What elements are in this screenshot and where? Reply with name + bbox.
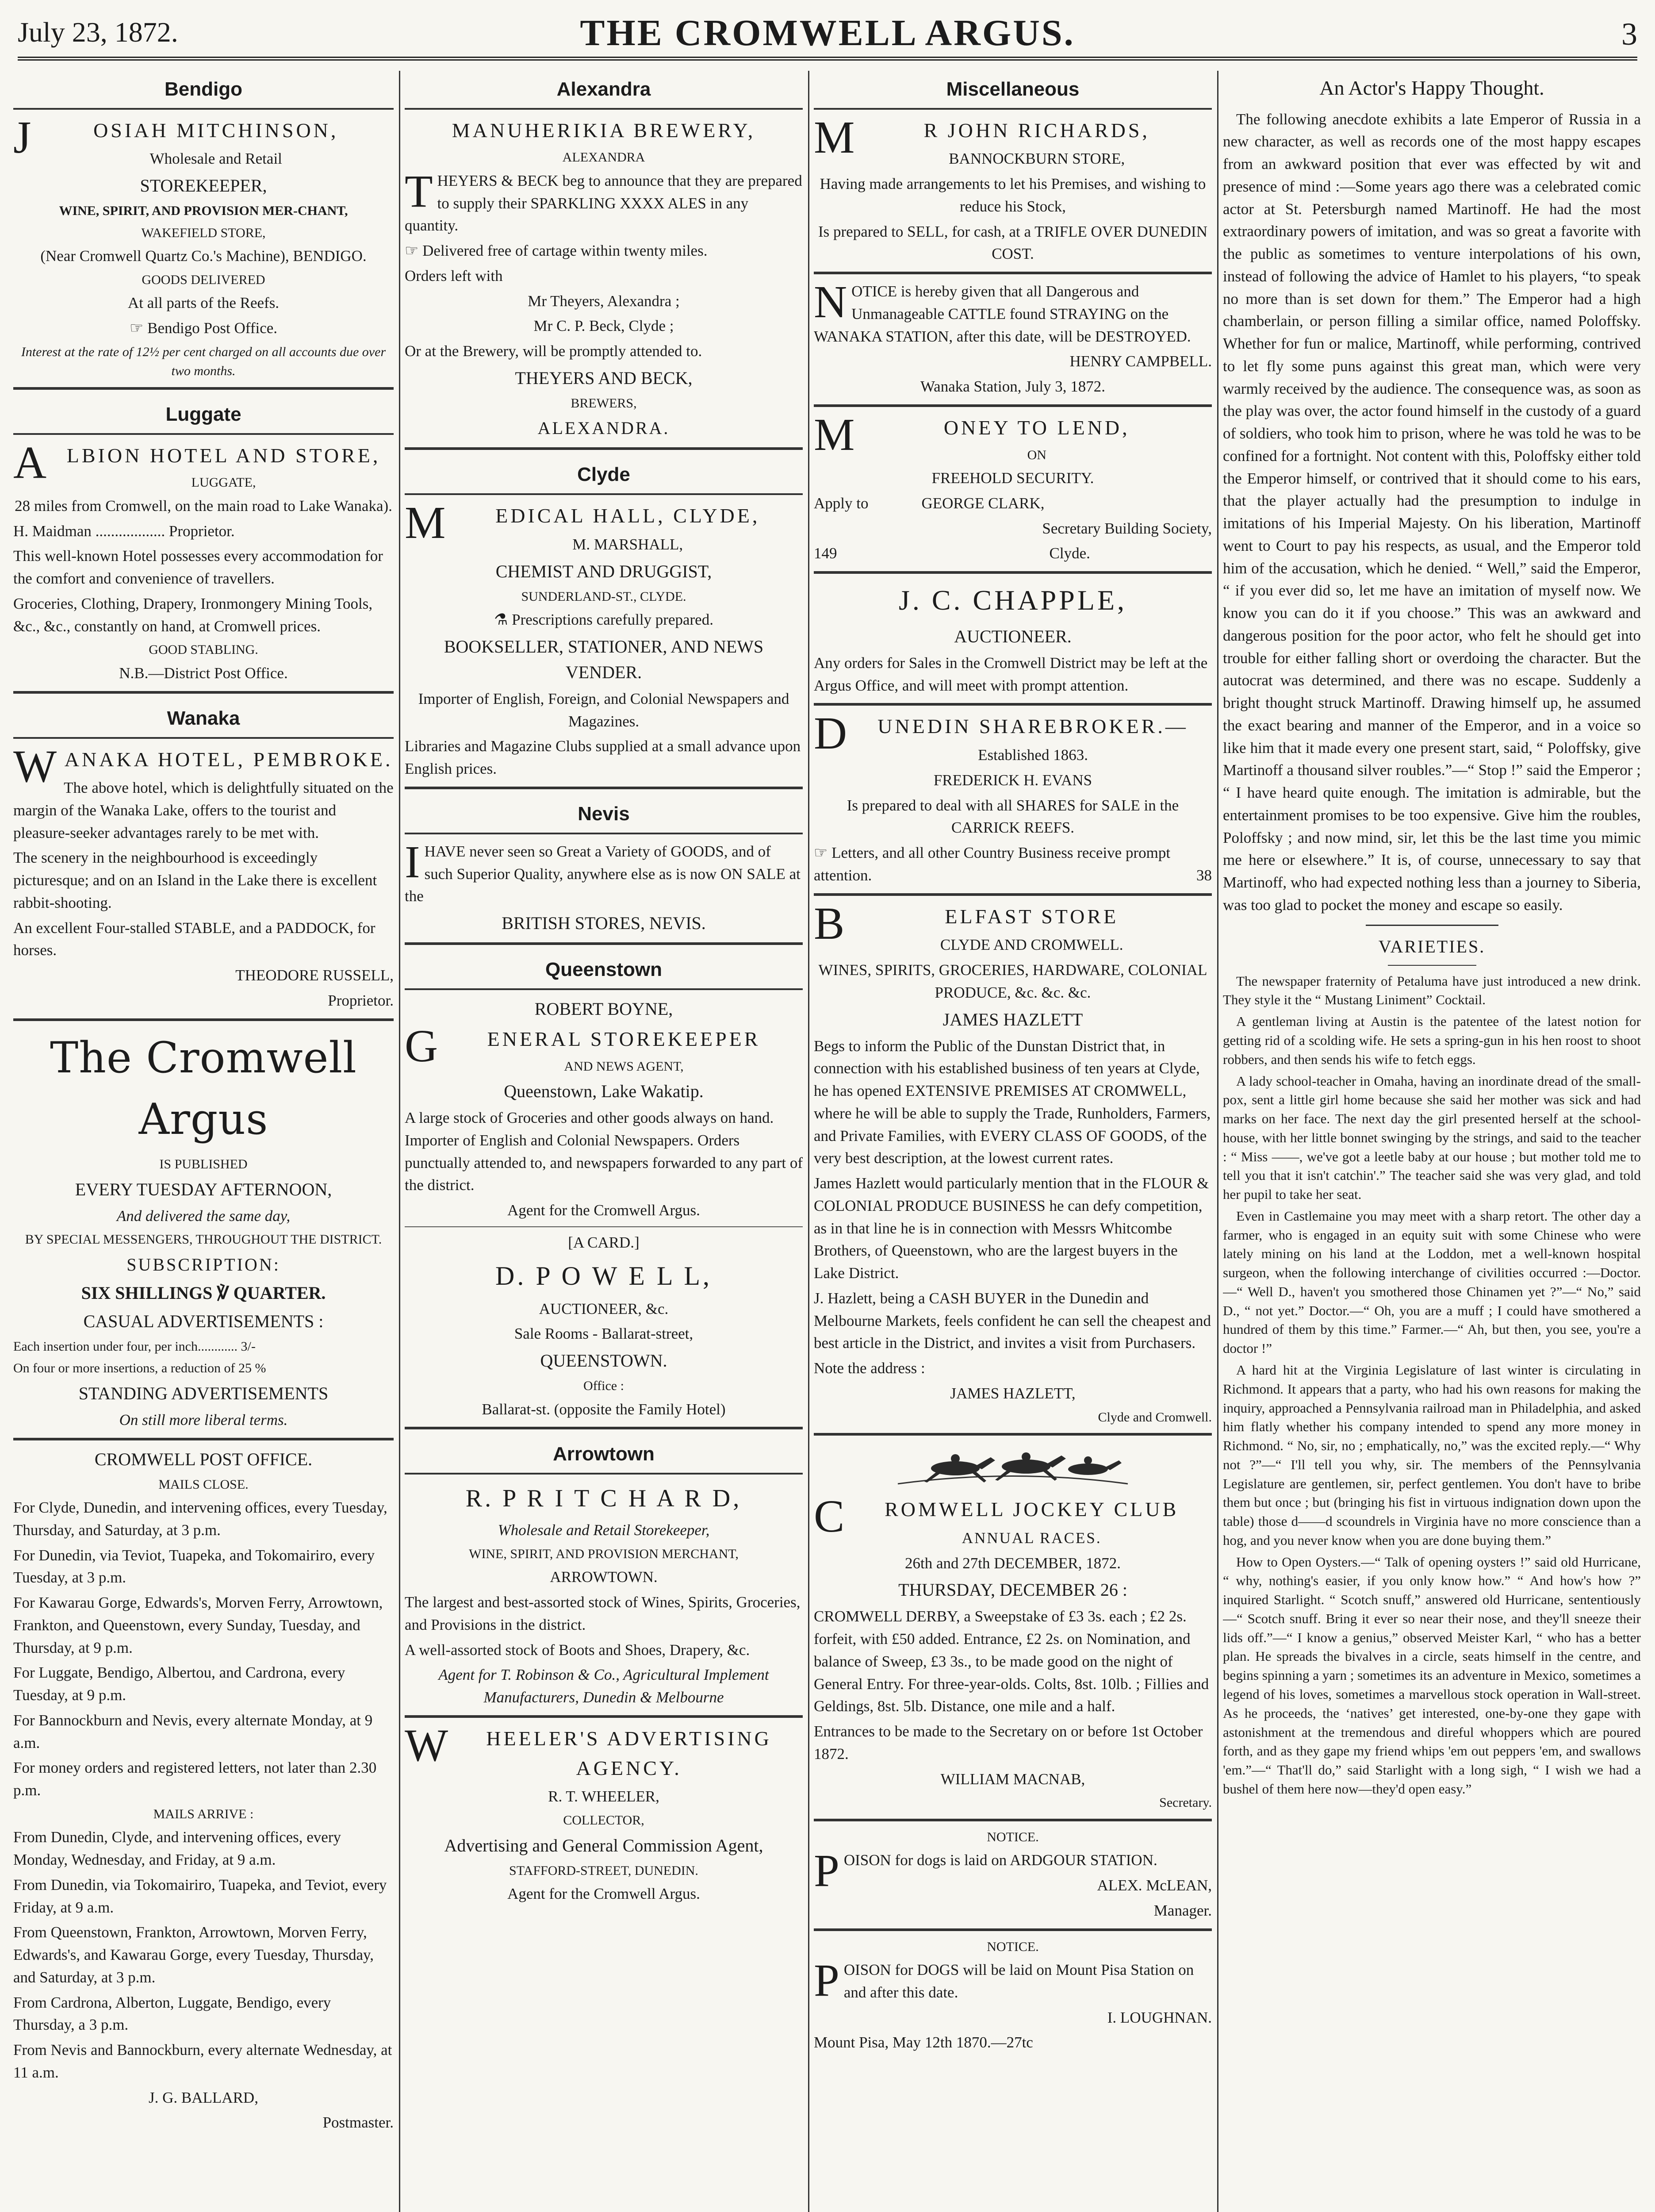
ad-wheeler: [405, 1720, 803, 1905]
ad-line: The largest and best-assorted stock of Wines, Spirits, Groceries, and Provisions in the district.: [405, 1594, 801, 1633]
pointing-hand-icon: ☞: [129, 319, 144, 337]
ad-line: OISON for dogs is laid on ARDGOUR STATION.: [843, 1851, 1157, 1869]
ad-line: Mr C. P. Beck, Clyde ;: [533, 317, 674, 335]
ad-name: ONEY TO LEND,: [943, 416, 1130, 439]
ad-line: Note the address :: [814, 1359, 925, 1377]
ad-line: ROBERT BOYNE,: [534, 998, 673, 1019]
ad-line: CASUAL ADVERTISEMENTS :: [83, 1311, 324, 1331]
ad-line: BANNOCKBURN STORE,: [949, 150, 1125, 168]
column-4: [1223, 71, 1641, 2212]
ad-line: Each insertion under four, per inch............ 3/-: [13, 1339, 256, 1354]
ad-money-to-lend: [814, 409, 1212, 565]
ad-name: UNEDIN SHAREBROKER.—: [877, 715, 1188, 738]
ad-name: HEELER'S ADVERTISING AGENCY.: [486, 1727, 772, 1779]
ad-line: Having made arrangements to let his Premises, and wishing to reduce his Stock,: [820, 175, 1206, 215]
ad-queenstown: [405, 951, 803, 1421]
ad-line: Delivered free of cartage within twenty miles.: [422, 242, 708, 260]
ad-line: IS PUBLISHED: [159, 1157, 248, 1172]
ad-line: Ballarat-st. (opposite the Family Hotel): [482, 1400, 726, 1418]
column-divider: [1217, 71, 1218, 2212]
ad-wanaka: [13, 700, 394, 1012]
drop-cap: J: [13, 111, 34, 163]
ad-line: WINE, SPIRIT, AND PROVISION MERCHANT,: [469, 1546, 739, 1561]
mail-schedule-item: From Cardrona, Alberton, Luggate, Bendigo, every Thursday, a 3 p.m.: [13, 1993, 331, 2034]
mail-schedule-item: For Kawarau Gorge, Edwards's, Morven Ferry, Arrowtown, Frankton, and Queenstown, every Sunday, Tuesday, and Thursday, at 9 p.m.: [13, 1594, 383, 1656]
drop-cap: C: [814, 1491, 847, 1542]
ad-line: Wholesale and Retail: [149, 150, 282, 168]
ad-name: EDICAL HALL, CLYDE,: [495, 504, 760, 527]
ad-line: Groceries, Clothing, Drapery, Ironmongery Mining Tools, &c., &c., constantly on hand, at Cromwell prices.: [13, 595, 373, 635]
ad-line: EVERY TUESDAY AFTERNOON,: [75, 1179, 332, 1199]
variety-item: A hard hit at the Virginia Legislature of last winter is circulating in Richmond. It appears that a party, who had his own reasons for making the inquiry, approached a Pennsylvania railroad man in Philadelphia, and asked him flatly whether his company intended to spend any more money in Richmond. “ No, sir, no ; emphatically, no,” was the excited reply.—“ Why not ?”—“ I'll tell you why, sir. The members of the Pennsylvania Legislature are gentlemen, sir, perfect gentlemen. You don't have to bribe them but once ; but (bringing his fist in virtuous indignation down upon the table) those d——d scoundrels in Virginia have no more conscience than a hog, and you never know when you are done buying them.”: [1223, 1362, 1641, 1548]
ad-line: Agent for the Cromwell Argus.: [507, 1202, 700, 1219]
ad-line: NOTICE.: [987, 1829, 1039, 1844]
ad-line: JAMES HAZLETT: [942, 1009, 1083, 1029]
ad-arrowtown: [405, 1436, 803, 1709]
variety-item: How to Open Oysters.—“ Talk of opening oysters !” said old Hurricane, “ why, nothing's easier, if you only know how.” “ And how's how ?” inquired Starlight. “ Scotch snuff,” answered old Hurricane, sententiously—“ Scotch snuff. Bring it ever so near their nose, and they'll sneeze their lids off.”—“ I know a genius,” observed Meister Karl, “ who has a better plan. He spreads the bivalves in a circle, seats himself in the centre, and begins spinning a yarn ; sometimes its an adventure in Mexico, sometimes a legend of his loves, sometimes a marvellous stock operation in Wall-street. As he proceeds, the ‘natives’ get interested, one-by-one they gape with astonishment at the tremendous and direful whoppers which are poured forth, and as they gape my friend whips 'em out peppers 'em, and swallows 'em.”—“ That'll do,” said Starlight with a long sigh, “ I wish we had a bushel of them here now—they'd open easy.”: [1223, 1554, 1641, 1797]
ad-line: STOREKEEPER,: [140, 176, 267, 196]
ad-line: WINES, SPIRITS, GROCERIES, HARDWARE, COLONIAL PRODUCE, &c. &c. &c.: [818, 961, 1207, 1001]
ad-chapple: [814, 580, 1212, 697]
ad-bendigo: [13, 71, 394, 381]
ad-line: Proprietor.: [328, 991, 394, 1009]
drop-cap: M: [405, 497, 448, 549]
ad-line: ANNUAL RACES.: [962, 1529, 1102, 1547]
ad-line: CLYDE AND CROMWELL.: [940, 936, 1123, 954]
ad-line: GOOD STABLING.: [149, 642, 258, 657]
ad-medical-hall: [405, 456, 803, 780]
ad-line: Bendigo Post Office.: [147, 319, 278, 337]
ad-line: FREEHOLD SECURITY.: [931, 469, 1094, 487]
ad-line: Established 1863.: [978, 746, 1088, 764]
section-heading: Miscellaneous: [814, 71, 1212, 110]
ad-line: Letters, and all other Country Business receive prompt attention.: [814, 844, 1171, 884]
ad-line: COLLECTOR,: [563, 1813, 644, 1828]
section-heading: Luggate: [13, 396, 394, 435]
ad-line: Agent for the Cromwell Argus.: [507, 1885, 700, 1903]
post-office-notice: [13, 1447, 394, 2135]
column-1: [13, 71, 394, 2212]
ad-line: LUGGATE,: [191, 475, 256, 490]
masthead: [18, 9, 1637, 53]
ad-name: P O W E L L,: [536, 1261, 712, 1290]
ad-line: Is prepared to SELL, for cash, at a TRIFLE OVER DUNEDIN COST.: [818, 223, 1207, 263]
ad-line: CROMWELL DERBY, a Sweepstake of £3 3s. each ; £2 2s. forfeit, with £50 added. Entrance, £2 2s. on Nomination, and balance of Sweep, £3 3s., to be made good on the night of General Entry. For three-year-olds. Colts, 8st. 10lb. ; Fillies and Geldings, 8st. 5lb. Distance, one mile and a half.: [814, 1608, 1209, 1715]
ad-line: ON: [1027, 447, 1046, 462]
ad-line: Prescriptions carefully prepared.: [512, 611, 713, 629]
drop-cap: P: [814, 1955, 839, 2006]
ad-line: BRITISH STORES, NEVIS.: [502, 913, 706, 933]
ad-nevis: [405, 795, 803, 936]
ad-richards: [814, 111, 1212, 265]
drop-cap: M: [814, 409, 858, 460]
variety-item: A lady school-teacher in Omaha, having an inordinate dread of the small-pox, sent a little girl home because she said her mother was sick and had marks on her face. The next day the girl presented herself at the school-house, with her little bonnet swinging by the strings, and said to the teacher : “ Miss ——, we've got a leetle baby at our house ; but mother told me to tell you that it isn't catchin'.” The teacher said she was very glad, and told her pupil to take her seat.: [1223, 1073, 1641, 1202]
ad-ardgour-notice: [814, 1828, 1212, 1922]
ad-line: ARROWTOWN.: [550, 1568, 658, 1586]
post-subheading: MAILS CLOSE.: [158, 1477, 249, 1492]
ad-line: On four or more insertions, a reduction of 25 %: [13, 1361, 266, 1376]
drop-cap: N: [814, 276, 847, 328]
ad-line: 38: [1196, 866, 1212, 884]
ad-line: 149: [814, 545, 837, 562]
drop-cap: W: [405, 1720, 451, 1771]
variety-item: A gentleman living at Austin is the patentee of the latest notion for getting rid of a scolding wife. He sets a spring-gun in his hen roost to shoot robbers, and then sends his wife to fetch eggs.: [1223, 1014, 1641, 1067]
pointing-hand-icon: ☞: [814, 844, 828, 862]
ad-line: J. G. BALLARD,: [149, 2089, 258, 2106]
ad-line: Secretary.: [1159, 1795, 1212, 1810]
mail-schedule-item: For Clyde, Dunedin, and intervening offices, every Tuesday, Thursday, and Saturday, at 3 p.m.: [13, 1499, 387, 1539]
ad-line: WAKEFIELD STORE,: [141, 225, 266, 240]
ad-line: Interest at the rate of 12½ per cent charged on all accounts due over two months.: [21, 344, 386, 379]
ad-line: AUCTIONEER, &c.: [539, 1300, 669, 1317]
ad-line: QUEENSTOWN.: [540, 1351, 667, 1371]
ad-line: HAVE never seen so Great a Variety of GOODS, and of such Superior Quality, anywhere else as is now ON SALE at the: [405, 842, 801, 905]
ad-line: OTICE is hereby given that all Dangerous and Unmanageable CATTLE found STRAYING on the WANAKA STATION, after this date, will be DESTROYED.: [814, 283, 1191, 345]
ad-line: HEYERS & BECK beg to announce that they are prepared to supply their SPARKLING XXXX ALES in any quantity.: [405, 172, 802, 234]
section-heading: Arrowtown: [405, 1436, 803, 1475]
ad-pisa-notice: [814, 1937, 1212, 2055]
ad-line: Orders left with: [405, 267, 503, 284]
ad-line: N.B.—District Post Office.: [119, 664, 288, 682]
mail-schedule-item: From Dunedin, Clyde, and intervening offices, every Monday, Wednesday, and Friday, at 9 a.m.: [13, 1828, 341, 1869]
ad-line: 28 miles from Cromwell, on the main road to Lake Wanaka).: [15, 497, 392, 515]
article-title: An Actor's Happy Thought.: [1319, 77, 1544, 99]
section-heading: Nevis: [405, 795, 803, 834]
ad-name: ANAKA HOTEL, PEMBROKE.: [64, 748, 393, 771]
ad-line: HENRY CAMPBELL.: [1069, 353, 1212, 370]
ad-line: THURSDAY, DECEMBER 26 :: [898, 1580, 1127, 1600]
variety-item: The newspaper fraternity of Petaluma have just introduced a new drink. They style it the “ Mustang Liniment” Cocktail.: [1223, 973, 1641, 1008]
ad-line: NOTICE.: [987, 1939, 1039, 1954]
ad-name: OSIAH MITCHINSON,: [93, 119, 339, 142]
mail-schedule-item: From Nevis and Bannockburn, every alternate Wednesday, at 11 a.m.: [13, 2041, 392, 2081]
ad-line: STAFFORD-STREET, DUNEDIN.: [509, 1863, 698, 1878]
ad-line: R. T. WHEELER,: [548, 1788, 659, 1805]
mail-schedule-item: From Queenstown, Frankton, Arrowtown, Morven Ferry, Edwards's, and Kawarau Gorge, every Tuesday, Thursday, and Saturday, at 3 p.m.: [13, 1924, 374, 1986]
article-paragraph: The following anecdote exhibits a late Emperor of Russia in a new character, as well as records one of the most happy escapes from an awkward position that ever was effected by wit and presence of mind :—Some years ago there was a celebrated comic actor at St. Petersburgh named Martinoff. He had the most extraordinary powers of imitation, and was so great a favorite with the public as sometimes to venture interpolations of his own, instead of following the advice of Hamlet to his players, “to speak no more than is set down for them.” The Emperor had a high chamberlain, or person filling a similar office, named Poloffsky. Whether for fun or malice, Martinoff, while performing, contrived to let fly some puns against this great man, which were very warmly received by the audience. The consequence was, as soon as the play was over, the actor found himself in the custody of a guard of soldiers, who took him to prison, where he was told he was to be confined for a fortnight. Not content with this, Poloffsky either told the Emperor himself, or contrived that it should come to his ears, that the player actually had the presumption to indulge in imitations of his Imperial Majesty. On his liberation, Martinoff went to Court to pay his respects, as usual, and the Emperor told him of the accusation, which he denied. “ Well,” said the Emperor, “ if you ever did so, let me have an imitation of myself now. We know you can do it if you choose.” This was an awkward and dangerous position for the poor actor, who felt he should get into trouble for either falling short or overdoing the character. But the autocrat was determined, and there was no escape. Suddenly a bright thought struck Martinoff. Drawing himself up, he assumed the exact bearing and manner of the Emperor, and in a voice so like him that it made every one present start, said, “ Poloffsky, give Martinoff a thousand silver roubles.”—“ Stop !” said the Emperor ; “ I have heard quite enough. The imitation is admirable, but the entertainment promises to be too expensive. Give him the roubles, Poloffsky ; and now mind, sir, let this be the last time you mimic me here or elsewhere.” It is, of course, unnecessary to say that Martinoff, who had expected nothing less than a journey to Siberia, was too glad to pocket the money and escape so easily.: [1223, 110, 1641, 914]
ad-line: Mount Pisa, May 12th 1870.—27tc: [814, 2034, 1033, 2051]
variety-item: Even in Castlemaine you may meet with a sharp retort. The other day a farmer, who is engaged in an equity suit with some Chinese who were lately mining on his land at the Loddon, met a well-known hospital surgeon, when the following interchange of civilities occurred :—Doctor.—“ Well D., haven't you smothered those Chinamen yet ?”—“ No,” said D., “ not yet.” Doctor.—“ Oh, you are a muff ; I could have smothered a hundred of them by this time.” Farmer.—“ Ah, but then, you see, you're a doctor !”: [1223, 1208, 1641, 1356]
ad-line: Advertising and General Commission Agent,: [444, 1835, 763, 1855]
ad-line: Clyde.: [1049, 545, 1090, 562]
ad-line: Manager.: [1153, 1901, 1212, 1919]
pointing-hand-icon: ☞: [405, 242, 419, 260]
ad-line: Any orders for Sales in the Cromwell District may be left at the Argus Office, and will meet with prompt attention.: [814, 654, 1208, 694]
ad-line: The scenery in the neighbourhood is exceedingly picturesque; and on an Island in the Lake there is excellent rabbit-shooting.: [13, 849, 377, 911]
ad-line: An excellent Four-stalled STABLE, and a PADDOCK, for horses.: [13, 919, 375, 959]
ad-line: Agent for T. Robinson & Co., Agricultural Implement Manufacturers, Dunedin & Melbourne: [438, 1666, 769, 1706]
ad-line: Is prepared to deal with all SHARES for SALE in the CARRICK REEFS.: [847, 796, 1179, 837]
mail-schedule-item: For Bannockburn and Nevis, every alternate Monday, at 9 a.m.: [13, 1711, 373, 1751]
mortar-pestle-icon: ⚗: [494, 611, 508, 629]
ad-name: LBION HOTEL AND STORE,: [66, 444, 381, 467]
ad-line: SIX SHILLINGS ℣ QUARTER.: [81, 1283, 326, 1303]
ad-line: Queenstown, Lake Wakatip.: [504, 1081, 704, 1101]
ad-line: (Near Cromwell Quartz Co.'s Machine), BENDIGO.: [40, 247, 367, 265]
ad-line: A large stock of Groceries and other goods always on hand. Importer of English and Colonial Newspapers. Orders punctually attended to, and newspapers forwarded to any part of the district.: [405, 1109, 803, 1194]
ad-name: ENERAL STOREKEEPER: [487, 1027, 761, 1050]
ad-line: JAMES HAZLETT,: [950, 1384, 1076, 1402]
ad-line: Begs to inform the Public of the Dunstan District that, in connection with his established business of ten years at Clyde, he has opened EXTENSIVE PREMISES AT CROMWELL, where he will be able to supply the Trade, Runholders, Farmers, and Private Families, with EVERY CLASS OF GOODS, of the very best description, at the lowest current rates.: [814, 1037, 1211, 1167]
ad-line: BY SPECIAL MESSENGERS, THROUGHOUT THE DISTRICT.: [25, 1232, 382, 1247]
ad-line: J. Hazlett, being a CASH BUYER in the Dunedin and Melbourne Markets, feels confident he can sell the cheapest and best article in the District, and invites a visit from Purchasers.: [814, 1289, 1211, 1352]
drop-cap: M: [814, 111, 858, 163]
ad-line: AUCTIONEER.: [954, 626, 1072, 646]
ad-line: H. Maidman .................. Proprietor.: [13, 522, 235, 540]
ad-line: GOODS DELIVERED: [142, 272, 265, 287]
ad-name: ROMWELL JOCKEY CLUB: [885, 1498, 1179, 1521]
section-heading: Wanaka: [13, 700, 394, 739]
ad-line: THEYERS AND BECK,: [515, 368, 693, 388]
ad-name: MANUHERIKIA BREWERY,: [452, 119, 756, 142]
ad-line: FREDERICK H. EVANS: [933, 771, 1092, 789]
issue-date: July 23, 1872.: [18, 16, 178, 48]
ad-line: Or at the Brewery, will be promptly attended to.: [405, 342, 702, 360]
ad-line: Office :: [583, 1379, 624, 1393]
ad-line: I. LOUGHNAN.: [1107, 2008, 1212, 2026]
ad-brewery: [405, 71, 803, 441]
ad-line: WINE, SPIRIT, AND PROVISION MER-CHANT,: [59, 204, 348, 219]
ad-line: The above hotel, which is delightfully situated on the margin of the Wanaka Lake, offers to the tourist and pleasure-seeker advantages rarely to be met with.: [13, 779, 394, 841]
ad-line: Secretary Building Society,: [1042, 519, 1212, 537]
ad-line: [A CARD.]: [568, 1233, 640, 1251]
drop-cap: D.: [495, 1261, 527, 1290]
ad-line: Mr Theyers, Alexandra ;: [528, 292, 680, 310]
ad-line: Wanaka Station, July 3, 1872.: [920, 378, 1106, 396]
ad-line: AND NEWS AGENT,: [564, 1059, 684, 1074]
drop-cap: W: [13, 741, 60, 792]
varieties-title: VARIETIES.: [1378, 936, 1486, 956]
ad-name: J. C. CHAPPLE,: [898, 584, 1127, 616]
ad-line: CHEMIST AND DRUGGIST,: [495, 561, 712, 581]
section-heading: Bendigo: [13, 71, 394, 110]
ad-jockey-club: [814, 1442, 1212, 1813]
masthead-rule: [18, 57, 1637, 61]
ad-line: THEODORE RUSSELL,: [235, 967, 394, 984]
post-heading: CROMWELL POST OFFICE.: [94, 1449, 313, 1469]
column-divider: [399, 71, 400, 2212]
ad-line: And delivered the same day,: [116, 1207, 291, 1225]
ad-line: ALEX. McLEAN,: [1097, 1877, 1212, 1894]
ad-line: Clyde and Cromwell.: [1098, 1409, 1212, 1425]
ad-line: STANDING ADVERTISEMENTS: [78, 1383, 329, 1403]
ad-line: Apply to: [814, 494, 869, 512]
ad-cattle-notice: [814, 276, 1212, 398]
column-3: [814, 71, 1212, 2212]
ad-luggate: [13, 396, 394, 685]
newspaper-title: THE CROMWELL ARGUS.: [580, 12, 1075, 54]
ad-sharebroker: [814, 708, 1212, 887]
drop-cap: R.: [465, 1485, 494, 1513]
ad-line: SUBSCRIPTION:: [126, 1254, 280, 1275]
mail-schedule-item: For Luggate, Bendigo, Albertou, and Cardrona, every Tuesday, at 9 p.m.: [13, 1664, 345, 1704]
ad-line: On still more liberal terms.: [119, 1411, 288, 1429]
ad-name: R JOHN RICHARDS,: [923, 119, 1150, 142]
mail-schedule-item: From Dunedin, via Tokomairiro, Tuapeka, and Teviot, every Friday, at 9 a.m.: [13, 1876, 387, 1916]
ad-line: ALEXANDRA.: [537, 418, 670, 438]
ad-line: Importer of English, Foreign, and Colonial Newspapers and Magazines.: [418, 690, 789, 730]
argus-blackletter-title: The Cromwell Argus: [50, 1033, 357, 1144]
ad-line: 26th and 27th DECEMBER, 1872.: [904, 1554, 1121, 1572]
section-heading: Alexandra: [405, 71, 803, 110]
drop-cap: I: [405, 836, 420, 887]
ad-line: A well-assorted stock of Boots and Shoes, Drapery, &c.: [405, 1641, 750, 1659]
ad-line: Postmaster.: [322, 2114, 394, 2131]
ad-belfast-store: [814, 898, 1212, 1427]
section-heading: Clyde: [405, 456, 803, 495]
page-number: 3: [1621, 16, 1637, 52]
ad-line: This well-known Hotel possesses every accommodation for the comfort and convenience of travellers.: [13, 547, 383, 588]
column-divider: [808, 71, 809, 2212]
ad-line: WILLIAM MACNAB,: [940, 1770, 1085, 1788]
drop-cap: P: [814, 1845, 839, 1897]
ad-line: BREWERS,: [571, 396, 637, 411]
drop-cap: G: [405, 1020, 441, 1071]
ad-name: ELFAST STORE: [945, 905, 1119, 928]
ad-line: M. MARSHALL,: [572, 535, 683, 553]
ad-line: Wholesale and Retail Storekeeper,: [498, 1521, 710, 1539]
drop-cap: D: [814, 708, 850, 759]
ad-name: P R I T C H A R D,: [502, 1485, 742, 1513]
argus-subscription: [13, 1027, 394, 1432]
ad-line: SUNDERLAND-ST., CLYDE.: [521, 589, 686, 604]
drop-cap: A: [13, 437, 50, 488]
column-2: [405, 71, 803, 2212]
mail-schedule-item: For money orders and registered letters, not later than 2.30 p.m.: [13, 1759, 377, 1799]
ad-line: James Hazlett would particularly mention that in the FLOUR & COLONIAL PRODUCE BUSINESS he can defy competition, as in that line he is in connection with Messrs Whitcombe Brothers, of Queenstown, who are the largest buyers in the Lake District.: [814, 1175, 1209, 1282]
ad-line: Sale Rooms - Ballarat-street,: [514, 1325, 693, 1343]
ad-line: GEORGE CLARK,: [921, 494, 1045, 512]
racehorses-illustration: [889, 1442, 1137, 1490]
section-heading: Queenstown: [405, 951, 803, 990]
ad-line: ALEXANDRA: [562, 150, 645, 165]
drop-cap: B: [814, 898, 847, 949]
ad-line: At all parts of the Reefs.: [127, 294, 280, 312]
ad-line: BOOKSELLER, STATIONER, AND NEWS VENDER.: [444, 636, 764, 682]
mail-schedule-item: For Dunedin, via Teviot, Tuapeka, and Tokomairiro, every Tuesday, at 3 p.m.: [13, 1546, 375, 1586]
post-subheading: MAILS ARRIVE :: [153, 1806, 254, 1821]
ad-line: Entrances to be made to the Secretary on or before 1st October 1872.: [814, 1723, 1203, 1763]
ad-line: Libraries and Magazine Clubs supplied at a small advance upon English prices.: [405, 737, 801, 778]
ad-line: OISON for DOGS will be laid on Mount Pisa Station on and after this date.: [843, 1961, 1194, 2001]
drop-cap: T: [405, 165, 433, 217]
